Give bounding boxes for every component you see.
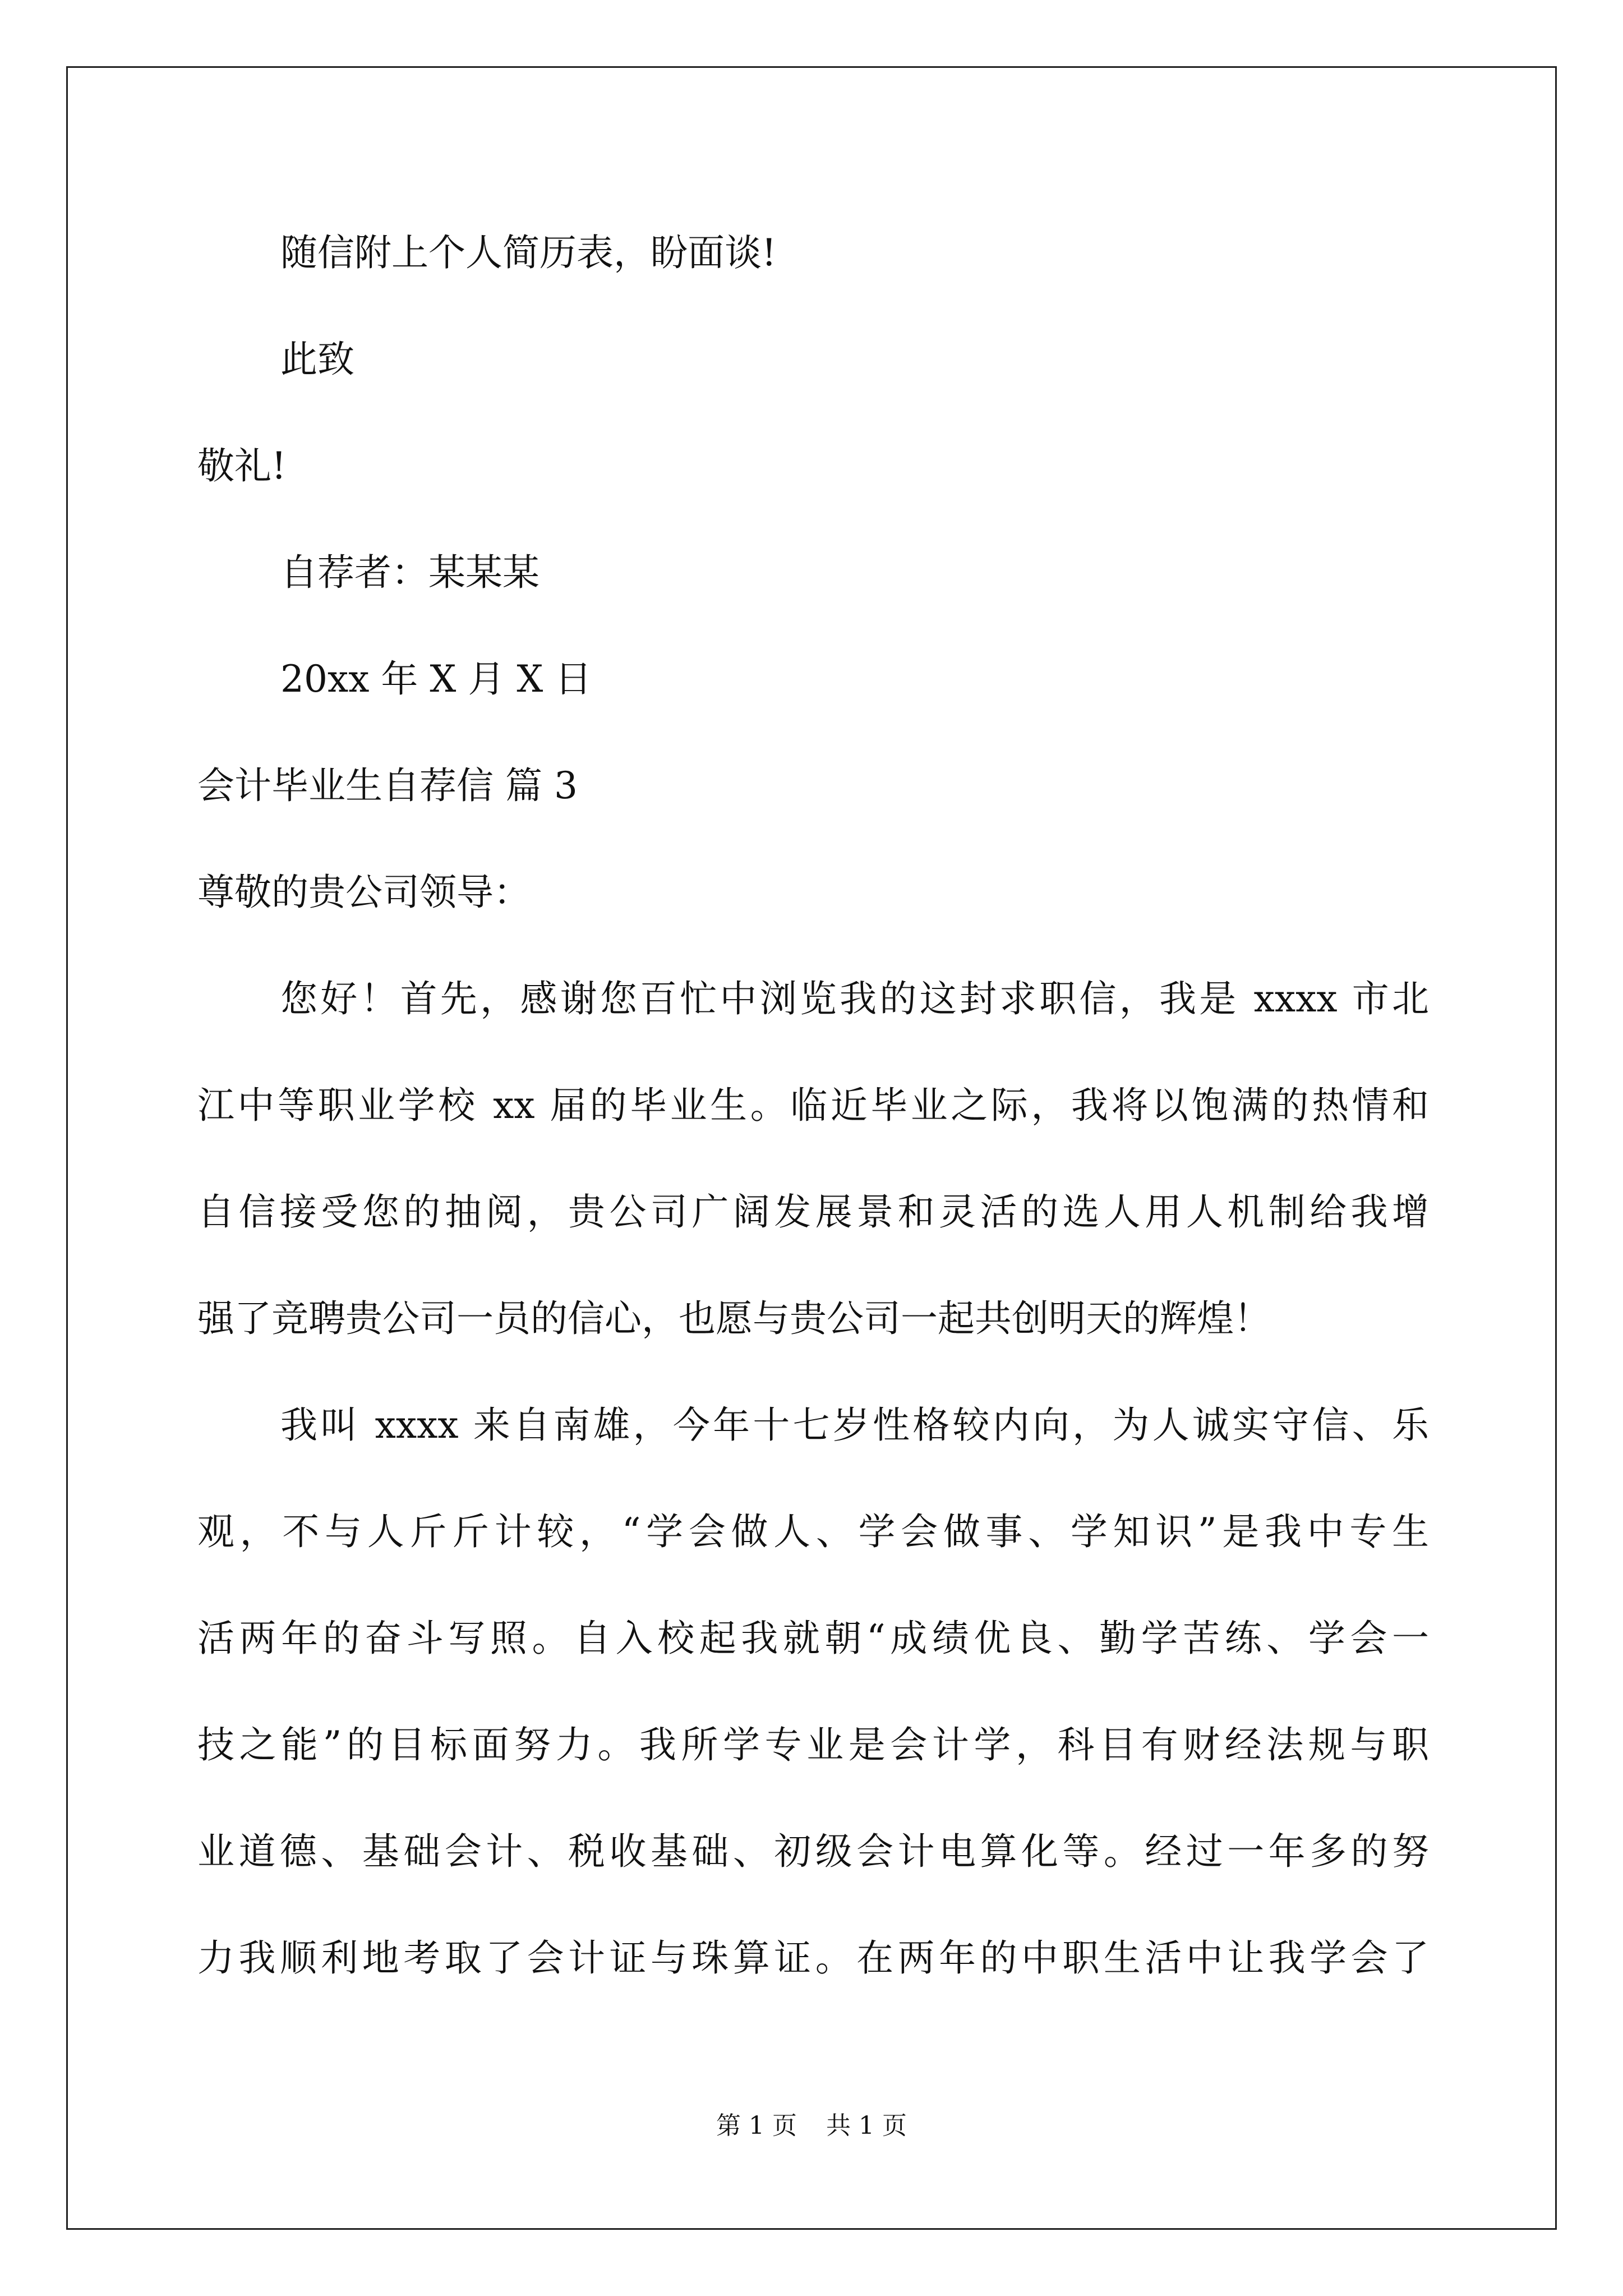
paragraph-2-line-5: 业道德、基础会计、税收基础、初级会计电算化等。经过一年多的努 — [197, 1830, 1429, 1873]
salutation: 此致 — [280, 338, 354, 381]
paragraph-1-line-3: 自信接受您的抽阅，贵公司广阔发展景和灵活的选人用人机制给我增 — [197, 1190, 1429, 1234]
paragraph-2-line-1: 我叫 xxxx 来自南雄，今年十七岁性格较内向，为人诚实守信、乐 — [280, 1404, 1429, 1447]
signer: 自荐者：某某某 — [280, 551, 540, 594]
respect-line: 敬礼! — [197, 444, 287, 487]
paragraph-2-line-4: 技之能”的目标面努力。我所学专业是会计学，科目有财经法规与职 — [197, 1723, 1429, 1766]
greeting: 尊敬的贵公司领导： — [197, 871, 531, 914]
section-heading: 会计毕业生自荐信 篇 3 — [197, 764, 578, 807]
page-border — [66, 66, 1557, 2230]
attachment-note: 随信附上个人简历表，盼面谈! — [280, 231, 777, 274]
paragraph-1-line-2: 江中等职业学校 xx 届的毕业生。临近毕业之际，我将以饱满的热情和 — [197, 1084, 1429, 1127]
paragraph-2-line-6: 力我顺利地考取了会计证与珠算证。在两年的中职生活中让我学会了 — [197, 1936, 1429, 1980]
page-number: 第 1 页 — [716, 2111, 797, 2140]
page-footer — [0, 2111, 1623, 2140]
paragraph-1-line-4: 强了竞聘贵公司一员的信心，也愿与贵公司一起共创明天的辉煌！ — [197, 1297, 1271, 1340]
paragraph-2-line-3: 活两年的奋斗写照。自入校起我就朝“成绩优良、勤学苦练、学会一 — [197, 1617, 1429, 1660]
paragraph-1-line-1: 您好！首先，感谢您百忙中浏览我的这封求职信，我是 xxxx 市北 — [280, 977, 1429, 1020]
date-line: 20xx 年 X 月 X 日 — [280, 657, 592, 701]
page-total: 共 1 页 — [826, 2111, 907, 2140]
paragraph-2-line-2: 观，不与人斤斤计较，“学会做人、学会做事、学知识”是我中专生 — [197, 1510, 1429, 1553]
